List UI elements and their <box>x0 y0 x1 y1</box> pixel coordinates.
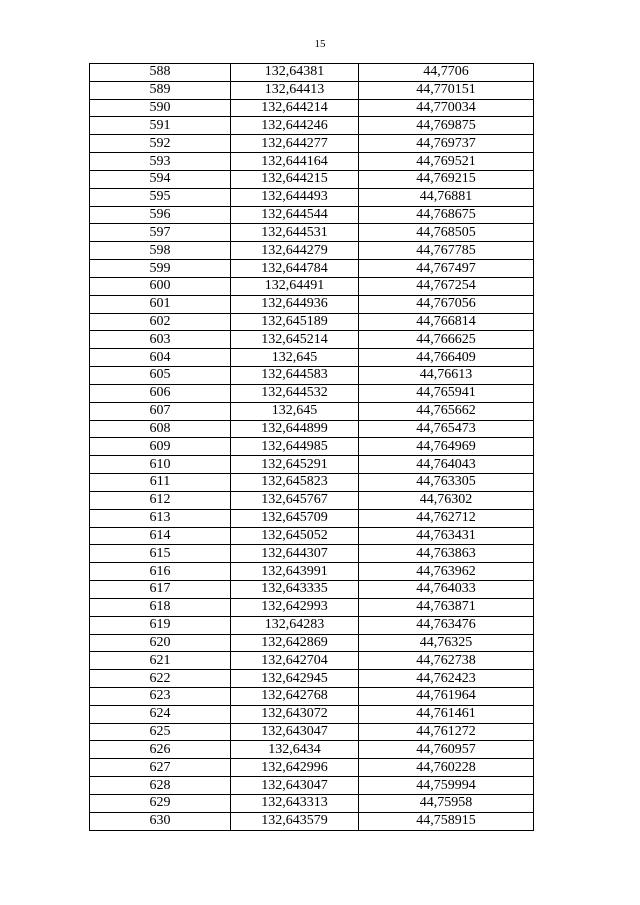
table-row <box>90 367 534 385</box>
table-row <box>90 313 534 331</box>
latitude-cell: 44,764043 <box>359 456 534 474</box>
point-number-cell: 598 <box>90 242 231 260</box>
latitude-cell: 44,770034 <box>359 99 534 117</box>
table-row <box>90 277 534 295</box>
latitude-cell: 44,766625 <box>359 331 534 349</box>
point-number-cell: 627 <box>90 759 231 777</box>
table-row <box>90 705 534 723</box>
point-number-cell: 591 <box>90 117 231 135</box>
longitude-cell: 132,64491 <box>231 277 359 295</box>
latitude-cell: 44,75958 <box>359 794 534 812</box>
latitude-cell: 44,7706 <box>359 64 534 82</box>
point-number-cell: 610 <box>90 456 231 474</box>
table-row <box>90 64 534 82</box>
latitude-cell: 44,76302 <box>359 491 534 509</box>
latitude-cell: 44,766814 <box>359 313 534 331</box>
table-row <box>90 545 534 563</box>
table-row <box>90 206 534 224</box>
latitude-cell: 44,763431 <box>359 527 534 545</box>
point-number-cell: 619 <box>90 616 231 634</box>
table-row <box>90 349 534 367</box>
point-number-cell: 628 <box>90 777 231 795</box>
point-number-cell: 623 <box>90 687 231 705</box>
longitude-cell: 132,644544 <box>231 206 359 224</box>
longitude-cell: 132,642996 <box>231 759 359 777</box>
coordinates-table <box>89 63 534 831</box>
point-number-cell: 599 <box>90 260 231 278</box>
point-number-cell: 612 <box>90 491 231 509</box>
point-number-cell: 609 <box>90 438 231 456</box>
longitude-cell: 132,645052 <box>231 527 359 545</box>
latitude-cell: 44,767497 <box>359 260 534 278</box>
longitude-cell: 132,64283 <box>231 616 359 634</box>
longitude-cell: 132,643335 <box>231 581 359 599</box>
latitude-cell: 44,765473 <box>359 420 534 438</box>
longitude-cell: 132,643047 <box>231 723 359 741</box>
latitude-cell: 44,770151 <box>359 81 534 99</box>
table-row <box>90 295 534 313</box>
table-row <box>90 491 534 509</box>
longitude-cell: 132,644899 <box>231 420 359 438</box>
table-row <box>90 509 534 527</box>
point-number-cell: 588 <box>90 64 231 82</box>
table-row <box>90 777 534 795</box>
table-row <box>90 260 534 278</box>
longitude-cell: 132,642704 <box>231 652 359 670</box>
table-row <box>90 812 534 830</box>
longitude-cell: 132,642768 <box>231 687 359 705</box>
latitude-cell: 44,769521 <box>359 153 534 171</box>
table-row <box>90 224 534 242</box>
point-number-cell: 615 <box>90 545 231 563</box>
table-row <box>90 616 534 634</box>
point-number-cell: 621 <box>90 652 231 670</box>
latitude-cell: 44,761272 <box>359 723 534 741</box>
table-row <box>90 438 534 456</box>
latitude-cell: 44,762738 <box>359 652 534 670</box>
latitude-cell: 44,763871 <box>359 598 534 616</box>
table-row <box>90 634 534 652</box>
point-number-cell: 596 <box>90 206 231 224</box>
longitude-cell: 132,643313 <box>231 794 359 812</box>
table-row <box>90 420 534 438</box>
table-row <box>90 794 534 812</box>
longitude-cell: 132,644214 <box>231 99 359 117</box>
latitude-cell: 44,763962 <box>359 563 534 581</box>
longitude-cell: 132,643072 <box>231 705 359 723</box>
latitude-cell: 44,763305 <box>359 474 534 492</box>
longitude-cell: 132,644277 <box>231 135 359 153</box>
point-number-cell: 600 <box>90 277 231 295</box>
longitude-cell: 132,645823 <box>231 474 359 492</box>
point-number-cell: 597 <box>90 224 231 242</box>
point-number-cell: 620 <box>90 634 231 652</box>
latitude-cell: 44,760957 <box>359 741 534 759</box>
point-number-cell: 618 <box>90 598 231 616</box>
latitude-cell: 44,759994 <box>359 777 534 795</box>
point-number-cell: 607 <box>90 402 231 420</box>
table-row <box>90 170 534 188</box>
table-row <box>90 652 534 670</box>
table-row <box>90 474 534 492</box>
longitude-cell: 132,643991 <box>231 563 359 581</box>
point-number-cell: 616 <box>90 563 231 581</box>
point-number-cell: 589 <box>90 81 231 99</box>
latitude-cell: 44,763476 <box>359 616 534 634</box>
point-number-cell: 593 <box>90 153 231 171</box>
table-row <box>90 384 534 402</box>
table-row <box>90 117 534 135</box>
table-row <box>90 153 534 171</box>
page-number: 15 <box>314 38 326 50</box>
longitude-cell: 132,645214 <box>231 331 359 349</box>
table-row <box>90 670 534 688</box>
table-row <box>90 402 534 420</box>
longitude-cell: 132,643047 <box>231 777 359 795</box>
latitude-cell: 44,761964 <box>359 687 534 705</box>
longitude-cell: 132,644985 <box>231 438 359 456</box>
longitude-cell: 132,644164 <box>231 153 359 171</box>
latitude-cell: 44,76325 <box>359 634 534 652</box>
longitude-cell: 132,6434 <box>231 741 359 759</box>
longitude-cell: 132,644532 <box>231 384 359 402</box>
latitude-cell: 44,768505 <box>359 224 534 242</box>
latitude-cell: 44,763863 <box>359 545 534 563</box>
longitude-cell: 132,64381 <box>231 64 359 82</box>
latitude-cell: 44,765941 <box>359 384 534 402</box>
point-number-cell: 594 <box>90 170 231 188</box>
latitude-cell: 44,761461 <box>359 705 534 723</box>
latitude-cell: 44,768675 <box>359 206 534 224</box>
longitude-cell: 132,64413 <box>231 81 359 99</box>
point-number-cell: 595 <box>90 188 231 206</box>
point-number-cell: 630 <box>90 812 231 830</box>
table-row <box>90 242 534 260</box>
longitude-cell: 132,645291 <box>231 456 359 474</box>
table-row <box>90 331 534 349</box>
latitude-cell: 44,765662 <box>359 402 534 420</box>
longitude-cell: 132,643579 <box>231 812 359 830</box>
table-row <box>90 81 534 99</box>
latitude-cell: 44,762423 <box>359 670 534 688</box>
longitude-cell: 132,644583 <box>231 367 359 385</box>
longitude-cell: 132,645767 <box>231 491 359 509</box>
point-number-cell: 603 <box>90 331 231 349</box>
latitude-cell: 44,76613 <box>359 367 534 385</box>
table-row <box>90 135 534 153</box>
point-number-cell: 624 <box>90 705 231 723</box>
point-number-cell: 629 <box>90 794 231 812</box>
table-row <box>90 598 534 616</box>
point-number-cell: 622 <box>90 670 231 688</box>
longitude-cell: 132,644246 <box>231 117 359 135</box>
latitude-cell: 44,762712 <box>359 509 534 527</box>
latitude-cell: 44,769215 <box>359 170 534 188</box>
longitude-cell: 132,645709 <box>231 509 359 527</box>
point-number-cell: 590 <box>90 99 231 117</box>
point-number-cell: 626 <box>90 741 231 759</box>
table-row <box>90 581 534 599</box>
table-row <box>90 741 534 759</box>
point-number-cell: 604 <box>90 349 231 367</box>
longitude-cell: 132,644307 <box>231 545 359 563</box>
table-row <box>90 687 534 705</box>
longitude-cell: 132,644279 <box>231 242 359 260</box>
point-number-cell: 614 <box>90 527 231 545</box>
latitude-cell: 44,767056 <box>359 295 534 313</box>
table-row <box>90 99 534 117</box>
latitude-cell: 44,76881 <box>359 188 534 206</box>
point-number-cell: 601 <box>90 295 231 313</box>
longitude-cell: 132,642945 <box>231 670 359 688</box>
table-row <box>90 759 534 777</box>
point-number-cell: 617 <box>90 581 231 599</box>
latitude-cell: 44,769737 <box>359 135 534 153</box>
longitude-cell: 132,644493 <box>231 188 359 206</box>
latitude-cell: 44,766409 <box>359 349 534 367</box>
longitude-cell: 132,642869 <box>231 634 359 652</box>
coordinates-table-body <box>90 64 534 831</box>
longitude-cell: 132,644784 <box>231 260 359 278</box>
latitude-cell: 44,769875 <box>359 117 534 135</box>
longitude-cell: 132,642993 <box>231 598 359 616</box>
table-row <box>90 456 534 474</box>
longitude-cell: 132,645 <box>231 402 359 420</box>
longitude-cell: 132,644936 <box>231 295 359 313</box>
point-number-cell: 606 <box>90 384 231 402</box>
point-number-cell: 605 <box>90 367 231 385</box>
latitude-cell: 44,764033 <box>359 581 534 599</box>
point-number-cell: 613 <box>90 509 231 527</box>
longitude-cell: 132,645 <box>231 349 359 367</box>
point-number-cell: 625 <box>90 723 231 741</box>
table-row <box>90 527 534 545</box>
latitude-cell: 44,758915 <box>359 812 534 830</box>
latitude-cell: 44,760228 <box>359 759 534 777</box>
point-number-cell: 608 <box>90 420 231 438</box>
point-number-cell: 602 <box>90 313 231 331</box>
table-row <box>90 188 534 206</box>
table-row <box>90 563 534 581</box>
latitude-cell: 44,764969 <box>359 438 534 456</box>
point-number-cell: 592 <box>90 135 231 153</box>
latitude-cell: 44,767254 <box>359 277 534 295</box>
longitude-cell: 132,645189 <box>231 313 359 331</box>
longitude-cell: 132,644531 <box>231 224 359 242</box>
longitude-cell: 132,644215 <box>231 170 359 188</box>
table-row <box>90 723 534 741</box>
point-number-cell: 611 <box>90 474 231 492</box>
latitude-cell: 44,767785 <box>359 242 534 260</box>
